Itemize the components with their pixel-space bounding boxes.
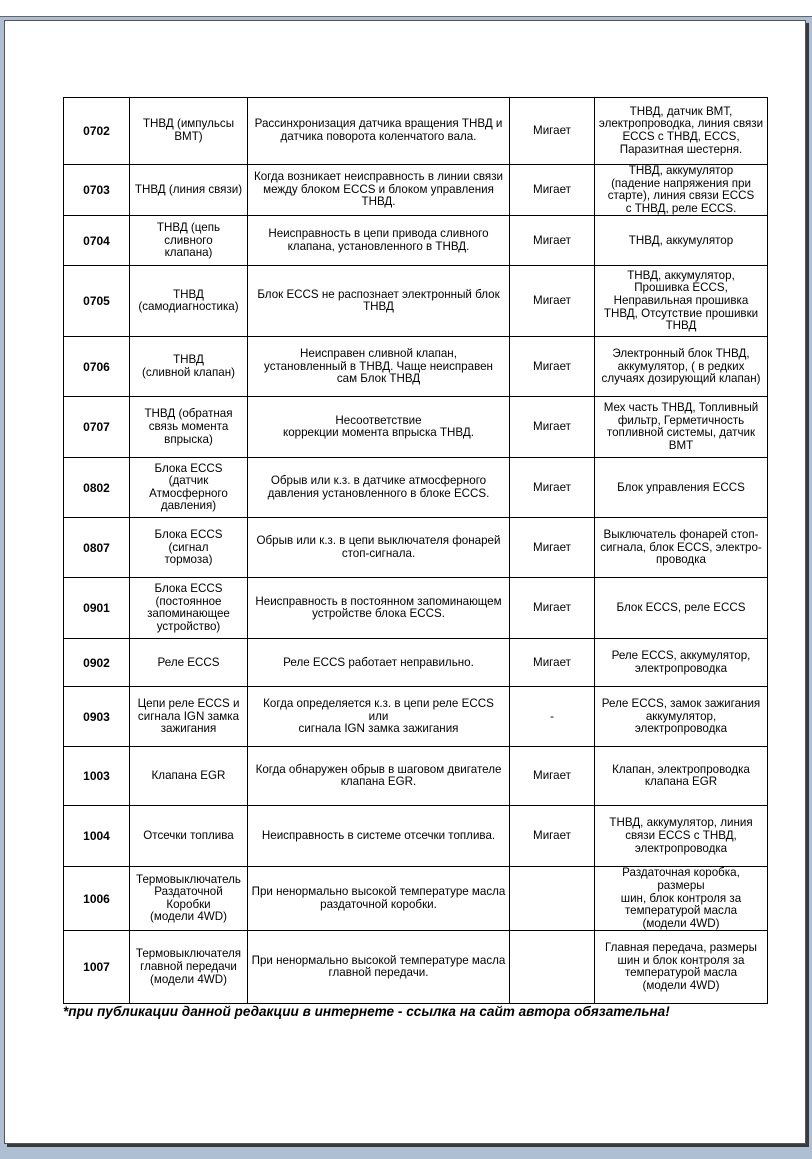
check-cell-line: ВМТ xyxy=(668,438,694,452)
check-cell-line: (модели 4WD) xyxy=(642,978,720,992)
description-cell-line: датчика поворота коленчатого вала. xyxy=(280,130,477,143)
system-cell-line: сигнала IGN замка xyxy=(137,709,240,723)
description-cell-line: или xyxy=(368,709,389,723)
error-code: 0702 xyxy=(64,98,130,165)
check-cell-line: (падение напряжения при xyxy=(611,176,751,190)
description-cell-line: Неисправность в системе отсечки топлива. xyxy=(261,829,496,843)
check-cell-line: Главная передача, размеры xyxy=(605,941,757,955)
system-cell-line: впрыска) xyxy=(164,432,213,446)
system-cell-line: ТНВД (обратная xyxy=(144,407,233,421)
error-code: 0705 xyxy=(64,266,130,337)
system-cell-line: (самодиагностика) xyxy=(138,300,239,314)
check-cell-line: температурой масла xyxy=(624,966,738,980)
status-cell xyxy=(510,867,595,931)
system-cell-line: ТНВД (линия связи) xyxy=(134,182,243,196)
check-cell xyxy=(595,518,768,578)
error-code: 0802 xyxy=(64,458,130,518)
check-cell-line: с ТНВД, реле ECCS. xyxy=(625,201,737,215)
system-cell-line: (постоянное xyxy=(155,594,222,608)
system-cell-line: (сигнал xyxy=(168,540,209,554)
system-cell-line: ТНВД xyxy=(173,353,204,367)
description-cell xyxy=(248,397,510,458)
system-cell xyxy=(130,687,248,747)
system-cell xyxy=(130,165,248,216)
description-cell-line: клапана, установленного в ТНВД. xyxy=(287,239,470,253)
system-cell xyxy=(130,337,248,397)
top-page-edge xyxy=(0,0,812,17)
description-cell-line: клапана EGR. xyxy=(340,775,417,789)
system-cell xyxy=(130,216,248,266)
check-cell-line: ТНВД, аккумулятор xyxy=(628,233,734,247)
description-cell-line: стоп-сигнала. xyxy=(341,546,416,560)
description-cell-line: Когда определяется к.з. в цепи реле ECCS xyxy=(263,696,494,710)
check-cell xyxy=(595,98,768,165)
error-codes-table xyxy=(63,97,768,1004)
description-cell-line: установленный в ТНВД. Чаще неисправен xyxy=(264,359,493,373)
system-cell xyxy=(130,806,248,867)
check-cell-line: ECCS с ТНВД, ECCS, xyxy=(622,130,740,143)
check-cell-line: сигнала, блок ECCS, электро- xyxy=(600,540,762,554)
system-cell-line: Термовыключатель xyxy=(136,872,241,886)
system-cell-line: Коробки xyxy=(166,897,211,911)
document-page xyxy=(4,20,806,1144)
description-cell xyxy=(248,747,510,806)
table-row xyxy=(64,639,768,687)
table-row xyxy=(64,337,768,397)
check-cell xyxy=(595,687,768,747)
check-cell-line: Реле ECCS, аккумулятор, xyxy=(611,649,751,663)
status-cell: Мигает xyxy=(510,165,595,216)
check-cell-line: Реле ECCS, замок зажигания xyxy=(601,696,761,710)
description-cell-line: Неисправность в постоянном запоминающем xyxy=(255,594,502,608)
check-cell-line: Мех часть ТНВД, Топливный xyxy=(603,401,759,415)
system-cell xyxy=(130,867,248,931)
check-cell-line: (модели 4WD) xyxy=(642,916,720,930)
description-cell xyxy=(248,806,510,867)
error-code: 1004 xyxy=(64,806,130,867)
check-cell-line: аккумулятор, ( в редких xyxy=(617,359,745,373)
error-code: 0902 xyxy=(64,639,130,687)
check-cell-line: ТНВД, аккумулятор, xyxy=(627,268,735,282)
check-cell-line: клапана EGR xyxy=(644,775,718,789)
system-cell-line: Отсечки топлива xyxy=(143,829,234,843)
status-cell xyxy=(510,931,595,1004)
system-cell-line: сливного xyxy=(164,233,213,247)
check-cell-line: Прошивка ECCS, xyxy=(634,281,728,295)
system-cell xyxy=(130,747,248,806)
check-cell-line: размеры xyxy=(657,878,705,892)
check-cell-line: Неправильная прошивка xyxy=(613,294,749,308)
description-cell xyxy=(248,165,510,216)
system-cell-line: главной передачи xyxy=(140,960,237,974)
system-cell xyxy=(130,578,248,639)
system-cell-line: Блока ECCS xyxy=(154,527,223,541)
description-cell xyxy=(248,931,510,1004)
check-cell-line: электропроводка xyxy=(634,722,728,736)
error-code: 1003 xyxy=(64,747,130,806)
check-cell-line: ТНВД, аккумулятор, линия xyxy=(609,816,753,830)
description-cell-line: давления установленного в блоке ECCS. xyxy=(267,486,490,500)
system-cell-line: устройство) xyxy=(156,619,221,633)
system-cell-line: Цепи реле ECCS и xyxy=(137,696,240,710)
system-cell-line: Термовыключателя xyxy=(135,947,242,961)
system-cell-line: Блока ECCS xyxy=(154,461,223,475)
description-cell-line: между блоком ECCS и блоком управления xyxy=(263,182,494,196)
system-cell-line: тормоза) xyxy=(164,553,213,567)
check-cell-line: связи ECCS с ТНВД, xyxy=(625,829,737,843)
check-cell-line: старте), линия связи ECCS xyxy=(607,189,755,203)
description-cell-line: Когда возникает неисправность в линии связи xyxy=(253,170,504,184)
table-row xyxy=(64,266,768,337)
description-cell-line: Реле ECCS работает неправильно. xyxy=(283,655,474,669)
check-cell xyxy=(595,931,768,1004)
check-cell-line: аккумулятор, xyxy=(645,709,717,723)
description-cell-line: сам Блок ТНВД xyxy=(336,372,421,386)
status-cell: Мигает xyxy=(510,518,595,578)
status-cell: Мигает xyxy=(510,747,595,806)
description-cell xyxy=(248,687,510,747)
system-cell-line: Реле ECCS xyxy=(157,655,220,669)
table-row xyxy=(64,397,768,458)
error-code: 0903 xyxy=(64,687,130,747)
system-cell-line: Раздаточной xyxy=(154,885,223,899)
table-row xyxy=(64,578,768,639)
error-code: 0807 xyxy=(64,518,130,578)
system-cell-line: Атмосферного xyxy=(149,486,228,500)
check-cell xyxy=(595,867,768,931)
check-cell-line: электропроводка xyxy=(634,841,728,855)
description-cell xyxy=(248,578,510,639)
table-row xyxy=(64,165,768,216)
status-cell: Мигает xyxy=(510,806,595,867)
description-cell-line: устройстве блока ECCS. xyxy=(312,607,445,621)
check-cell-line: случаях дозирующий клапан) xyxy=(601,372,761,386)
check-cell xyxy=(595,639,768,687)
system-cell-line: зажигания xyxy=(160,722,217,736)
table-row xyxy=(64,216,768,266)
footnote: *при публикации данной редакции в интернете - ссылка на сайт автора обязательна! xyxy=(63,1004,670,1019)
check-cell xyxy=(595,266,768,337)
description-cell-line: ТНВД. xyxy=(361,195,396,209)
status-cell: Мигает xyxy=(510,216,595,266)
table-body xyxy=(64,98,768,1004)
description-cell-line: Неисправность в цепи привода сливного xyxy=(268,227,489,241)
check-cell-line: температурой масла xyxy=(624,904,738,918)
description-cell-line: ТНВД xyxy=(363,300,394,314)
check-cell-line: проводка xyxy=(656,553,706,567)
system-cell-line: Блока ECCS xyxy=(154,582,223,596)
check-cell xyxy=(595,578,768,639)
check-cell-line: Выключатель фонарей стоп- xyxy=(603,527,759,541)
table-row xyxy=(64,806,768,867)
system-cell xyxy=(130,639,248,687)
description-cell-line: сигнала IGN замка зажигания xyxy=(298,722,459,736)
status-cell: Мигает xyxy=(510,397,595,458)
system-cell xyxy=(130,518,248,578)
description-cell xyxy=(248,98,510,165)
status-cell: Мигает xyxy=(510,266,595,337)
table-row xyxy=(64,747,768,806)
system-cell-line: ТНВД (цепь xyxy=(156,220,221,234)
error-code: 0703 xyxy=(64,165,130,216)
description-cell xyxy=(248,337,510,397)
status-cell: Мигает xyxy=(510,458,595,518)
status-cell: Мигает xyxy=(510,337,595,397)
check-cell-line: Электронный блок ТНВД, xyxy=(612,346,750,360)
system-cell xyxy=(130,266,248,337)
status-cell: Мигает xyxy=(510,98,595,165)
check-cell xyxy=(595,165,768,216)
description-cell-line: коррекции момента впрыска ТНВД. xyxy=(283,426,474,440)
description-cell xyxy=(248,867,510,931)
check-cell-line: Клапан, электропроводка xyxy=(612,762,750,776)
error-code: 0704 xyxy=(64,216,130,266)
description-cell-line: Когда обнаружен обрыв в шаговом двигателе xyxy=(255,762,502,776)
check-cell xyxy=(595,747,768,806)
table-row xyxy=(64,518,768,578)
check-cell-line: ТНВД, датчик ВМТ, xyxy=(629,104,733,118)
description-cell xyxy=(248,266,510,337)
system-cell-line: давления) xyxy=(160,499,217,513)
system-cell-line: (модели 4WD) xyxy=(150,972,227,986)
system-cell-line: ТНВД xyxy=(173,287,204,301)
check-cell-line: Блок управления ECCS xyxy=(617,480,745,494)
description-cell-line: Блок ECCS не распознает электронный блок xyxy=(257,287,500,301)
description-cell-line: раздаточной коробки. xyxy=(320,897,437,911)
check-cell-line: шин, блок контроля за xyxy=(620,891,742,905)
description-cell xyxy=(248,639,510,687)
check-cell-line: ТНВД xyxy=(665,319,697,333)
error-code: 0901 xyxy=(64,578,130,639)
description-cell-line: Неисправен сливной клапан, xyxy=(300,346,457,360)
description-cell xyxy=(248,458,510,518)
check-cell-line: ТНВД, аккумулятор xyxy=(628,164,734,177)
system-cell-line: клапана) xyxy=(164,246,213,260)
check-cell xyxy=(595,337,768,397)
check-cell-line: электропроводка xyxy=(634,661,728,675)
check-cell-line: Паразитная шестерня. xyxy=(619,142,743,156)
error-code: 0706 xyxy=(64,337,130,397)
system-cell xyxy=(130,397,248,458)
description-cell-line: Обрыв или к.з. в датчике атмосферного xyxy=(270,474,487,488)
system-cell-line: запоминающее xyxy=(147,607,230,621)
check-cell xyxy=(595,806,768,867)
description-cell-line: При ненормально высокой температуре масла xyxy=(251,953,506,967)
description-cell-line: главной передачи. xyxy=(328,966,429,980)
status-cell: Мигает xyxy=(510,578,595,639)
description-cell-line: Рассинхронизация датчика вращения ТНВД и xyxy=(254,117,503,131)
system-cell xyxy=(130,458,248,518)
check-cell-line: фильтр, Герметичность xyxy=(617,413,745,427)
check-cell-line: Блок ECCS, реле ECCS xyxy=(616,601,746,615)
description-cell xyxy=(248,216,510,266)
table-row xyxy=(64,458,768,518)
table-row xyxy=(64,687,768,747)
check-cell xyxy=(595,216,768,266)
system-cell-line: (сливной клапан) xyxy=(141,365,235,379)
description-cell-line: Обрыв или к.з. в цепи выключателя фонарей xyxy=(256,534,501,548)
system-cell-line: ВМТ) xyxy=(174,130,203,143)
system-cell xyxy=(130,931,248,1004)
system-cell-line: ТНВД (импульсы xyxy=(142,117,235,131)
system-cell-line: (модели 4WD) xyxy=(150,910,227,924)
description-cell-line: Несоответствие xyxy=(335,413,422,427)
check-cell-line: топливной системы, датчик xyxy=(606,426,756,440)
check-cell xyxy=(595,397,768,458)
status-cell: - xyxy=(510,687,595,747)
error-code: 1006 xyxy=(64,867,130,931)
status-cell: Мигает xyxy=(510,639,595,687)
check-cell xyxy=(595,458,768,518)
system-cell-line: связь момента xyxy=(148,420,229,434)
check-cell-line: ТНВД, Отсутствие прошивки xyxy=(603,306,759,320)
check-cell-line: Раздаточная коробка, xyxy=(622,866,740,880)
error-code: 0707 xyxy=(64,397,130,458)
error-code: 1007 xyxy=(64,931,130,1004)
system-cell-line: Клапана EGR xyxy=(151,769,226,783)
table-row xyxy=(64,98,768,165)
check-cell-line: шин и блок контроля за xyxy=(617,953,745,967)
description-cell-line: При ненормально высокой температуре масла xyxy=(251,885,506,899)
table-row xyxy=(64,931,768,1004)
system-cell xyxy=(130,98,248,165)
table-row xyxy=(64,867,768,931)
description-cell xyxy=(248,518,510,578)
system-cell-line: (датчик xyxy=(168,474,209,488)
check-cell-line: электропроводка, линия связи xyxy=(598,117,764,131)
